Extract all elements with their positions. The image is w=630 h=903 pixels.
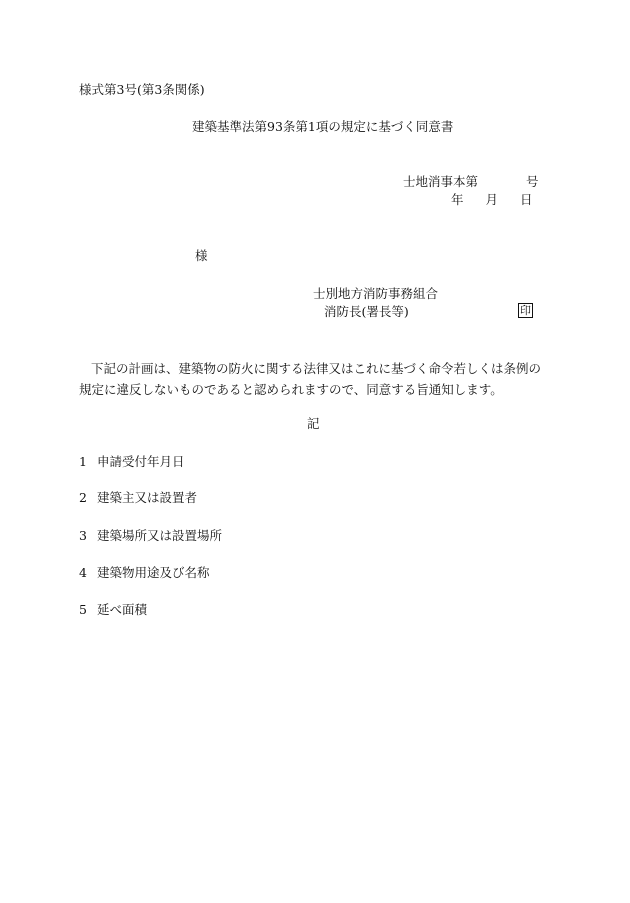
item-label: 建築物用途及び名称 [97, 565, 210, 580]
item-label: 延べ面積 [97, 602, 148, 617]
item-number: 2 [79, 490, 87, 505]
list-item [79, 492, 197, 505]
item-label: 申請受付年月日 [97, 454, 185, 469]
item-number: 4 [79, 565, 87, 580]
list-item [79, 530, 222, 543]
item-label: 建築場所又は設置場所 [97, 528, 223, 543]
seal-mark: 印 [520, 304, 531, 317]
ki-heading: 記 [307, 416, 320, 431]
item-label: 建築主又は設置者 [97, 490, 198, 505]
reference-number [403, 176, 539, 189]
reference-suffix: 号 [526, 174, 539, 189]
addressee-honorific: 様 [195, 248, 208, 263]
reference-prefix: 士地消事本第 [403, 174, 479, 189]
list-item [79, 604, 147, 617]
date-month: 月 [485, 192, 499, 207]
list-item [79, 567, 210, 580]
date-line [451, 194, 533, 207]
list-item [79, 456, 185, 469]
item-number: 5 [79, 602, 87, 617]
sender-organization: 士別地方消防事務組合 [313, 286, 439, 301]
body-paragraph: 下記の計画は、建築物の防火に関する法律又はこれに基づく命令若しくは条例の規定に違反しないものであると認められますので、同意する旨通知します。 [79, 361, 542, 397]
item-number: 3 [79, 528, 87, 543]
item-number: 1 [79, 454, 87, 469]
document-title: 建築基準法第93条第1項の規定に基づく同意書 [192, 119, 454, 134]
sender-title: 消防長(署長等) [324, 304, 409, 319]
date-year: 年 [451, 192, 464, 207]
date-day: 日 [520, 192, 533, 207]
form-number: 様式第3号(第3条関係) [79, 82, 205, 97]
